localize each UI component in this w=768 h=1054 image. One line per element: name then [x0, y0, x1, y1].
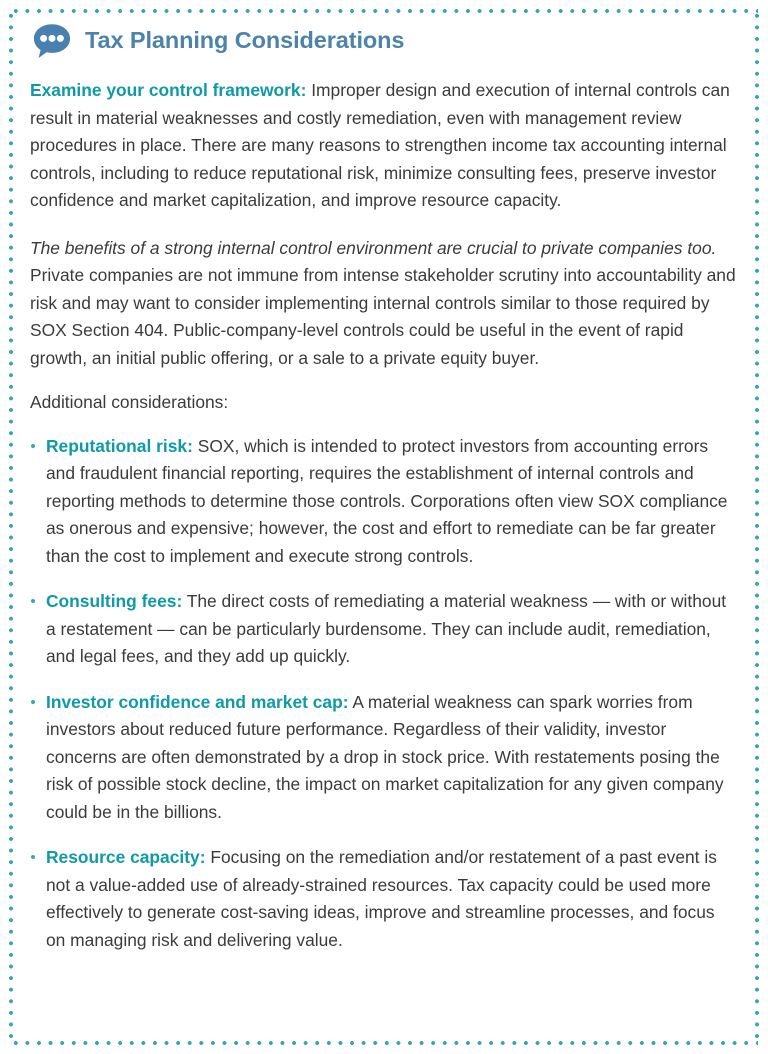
paragraph-lead-italic: The benefits of a strong internal control environment are crucial to private companies too.: [30, 237, 717, 258]
list-item: [30, 588, 738, 671]
list-item-text: SOX, which is intended to protect investors from accounting errors and fraudulent financial reporting, requires the establishment of internal controls and reporting methods to determine those controls. Corporations often view SOX compliance as onerous and expensive; however, the cost and effort to remediate can be far greater than the cost to implement and execute strong controls.: [46, 435, 728, 566]
list-item-text: The direct costs of remediating a material weakness — with or without a restatement — can be particularly burdensome. They can include audit, remediation, and legal fees, and they add up quickly.: [46, 591, 727, 666]
bullet-dot-icon: [31, 855, 35, 859]
list-item: [30, 689, 738, 827]
speech-bubble-dots-icon: [32, 22, 72, 60]
paragraph-body: Private companies are not immune from intense stakeholder scrutiny into accountability and risk and may want to consider implementing internal controls similar to those required by SOX Section 404. Public-company-level controls could be useful in the event of rapid growth, an initial public offering, or a sale to a private equity buyer.: [30, 265, 736, 368]
paragraph-private-companies: [30, 235, 738, 373]
consideration-list: [30, 433, 738, 955]
dotted-border-right: [755, 10, 759, 1044]
list-item-text: A material weakness can spark worries from investors about reduced future performance. Regardless of their validity, investor concerns are often demonstrated by a drop in stock price. With restatements posing the risk of possible stock decline, the impact on market capitalization for any given company could be in the billions.: [46, 691, 724, 822]
paragraph-lead-bold: Examine your control framework:: [30, 80, 307, 100]
callout-header: [30, 22, 738, 60]
list-item: [30, 844, 738, 954]
list-item-label: Consulting fees:: [46, 591, 183, 611]
page-title: Tax Planning Considerations: [85, 27, 405, 54]
list-item-label: Reputational risk:: [46, 435, 193, 456]
list-item-label: Investor confidence and market cap:: [46, 691, 349, 712]
bullet-dot-icon: [31, 599, 35, 603]
bullet-dot-icon: [31, 700, 35, 704]
dotted-border-bottom: [10, 1041, 758, 1045]
paragraph-control-framework: [30, 77, 738, 215]
paragraph-body: Improper design and execution of internal controls can result in material weaknesses and costly remediation, even with management review procedures in place. There are many reasons to strengthen income tax accounting internal controls, including to reduce reputational risk, minimize consulting fees, preserve investor confidence and market capitalization, and improve resource capacity.: [30, 80, 730, 210]
callout-content: [30, 22, 738, 954]
list-item-text: Focusing on the remediation and/or restatement of a past event is not a value-added use of already-strained resources. Tax capacity could be used more effectively to generate cost-saving ideas, improve and streamline processes, and focus on managing risk and delivering value.: [46, 847, 717, 950]
list-item: [30, 433, 738, 571]
additional-considerations-label: Additional considerations:: [30, 392, 229, 412]
list-item-label: Resource capacity:: [46, 847, 206, 867]
bullet-dot-icon: [31, 444, 35, 448]
dotted-border-left: [9, 10, 13, 1044]
dotted-border-top: [10, 9, 758, 13]
